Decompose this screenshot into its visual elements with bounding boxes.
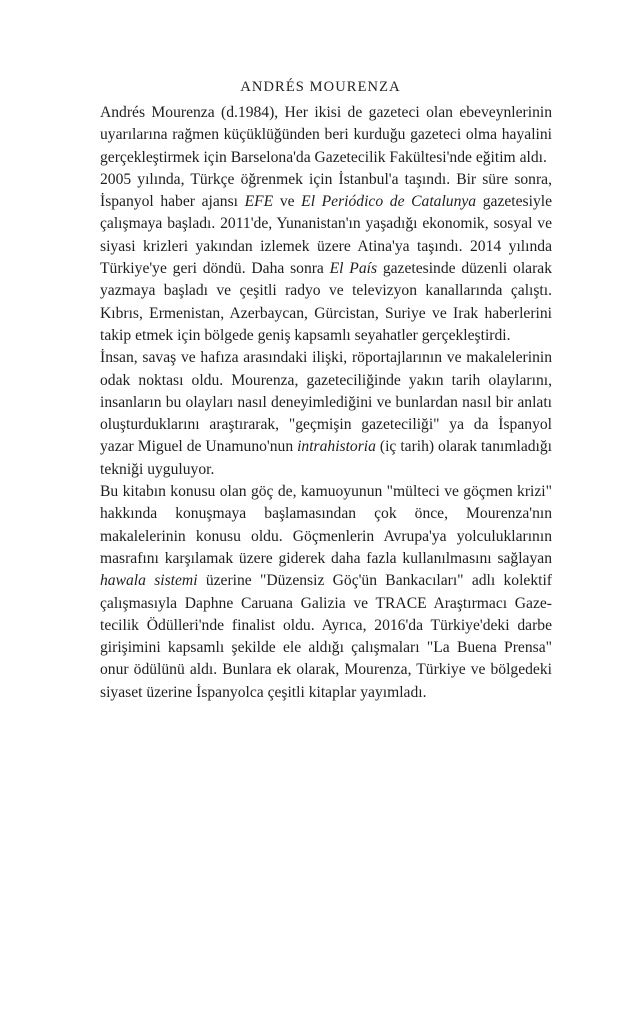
text-segment: İnsan, savaş ve hafıza arasındaki ilişki, röportajlarının ve makalelerinin odak noktası oldu. Mourenza, gazeteciliğinde yakın tarih olaylarını, insanların bu olayları nasıl deneyimlediğini ve bunlardan nasıl bir anlatı oluşturduklarını araştırarak, "geçmişin gazeteciliği" ya da İspanyol yazar Miguel de Unamuno'nun bbox=[100, 349, 552, 456]
running-header: ANDRÉS MOURENZA bbox=[240, 79, 401, 95]
bio-paragraph bbox=[100, 169, 552, 347]
text-segment: gazetesiyle çalışmaya başladı. 2011'de, Yunanistan'ın yaşadığı ekonomik, sosyal ve siyasi krizleri yakından izlemek üzere Atina'ya taşındı. 2014 yılında Türkiye'ye geri döndü. Daha sonra bbox=[100, 193, 553, 278]
text-segment: Bu kitabın konusu olan göç de, kamuoyunun "mülteci ve göçmen krizi" hakkında konuşmaya başlamasından çok önce, Mourenza'nın makalelerinin konusu oldu. Göçmenlerin Avrupa'ya yolculuklarının masrafını karşılamak üzere giderek daha fazla kullanılmasını sağlayan bbox=[100, 483, 552, 567]
bio-paragraph bbox=[100, 102, 552, 169]
text-segment: üzerine "Düzensiz Göç'ün Bankacıları" adlı kolektif çalışmasıyla Daphne Caruana Galizia ve TRACE Araştırmacı Gazetecilik Ödülleri'nde finalist oldu. Ayrıca, 2016'da Türkiye'deki darbe girişimini kapsamlı şekilde ele aldığı çalışmaları "La Buena Prensa" onur ödülünü aldı. Bunlara ek olarak, Mourenza, Türkiye ve bölgedeki siyaset üzerine İspanyolca çeşitli kitaplar yayımladı. bbox=[100, 572, 552, 701]
italic-text: EFE bbox=[244, 193, 274, 211]
bio-paragraph bbox=[100, 347, 552, 481]
text-segment: gazetesinde düzenli olarak yazmaya başladı ve çeşitli radyo ve televizyon kanallarında çalıştı. Kıbrıs, Ermenistan, Azerbaycan, Gürcistan, Suriye ve Irak haberlerini takip etmek için bölgede geniş kapsamlı seyahatler gerçekleştirdi. bbox=[100, 260, 552, 344]
italic-text: intrahistoria bbox=[297, 438, 376, 456]
italic-text: hawala sistemi bbox=[100, 572, 198, 590]
italic-text: El Periódico de Catalunya bbox=[301, 193, 477, 211]
text-segment: 2005 yılında, Türkçe öğrenmek için İstanbul'a taşındı. Bir süre sonra, İspanyol haber ajansı bbox=[100, 170, 552, 211]
text-segment: (iç tarih) olarak tanımladığı tekniği uyguluyor. bbox=[100, 438, 552, 478]
text-segment: ve bbox=[273, 193, 302, 211]
text-segment: Andrés Mourenza (d.1984), Her ikisi de gazeteci olan ebeveynlerinin uyarılarına rağmen küçüklüğünden beri kurduğu gazeteci olma hayalini gerçekleştirmek için Barselona'da Gazetecilik Fakültesi'nde eğitim aldı. bbox=[100, 104, 552, 166]
author-biography bbox=[100, 102, 552, 704]
bio-paragraph bbox=[100, 481, 552, 704]
italic-text: El País bbox=[329, 260, 378, 278]
